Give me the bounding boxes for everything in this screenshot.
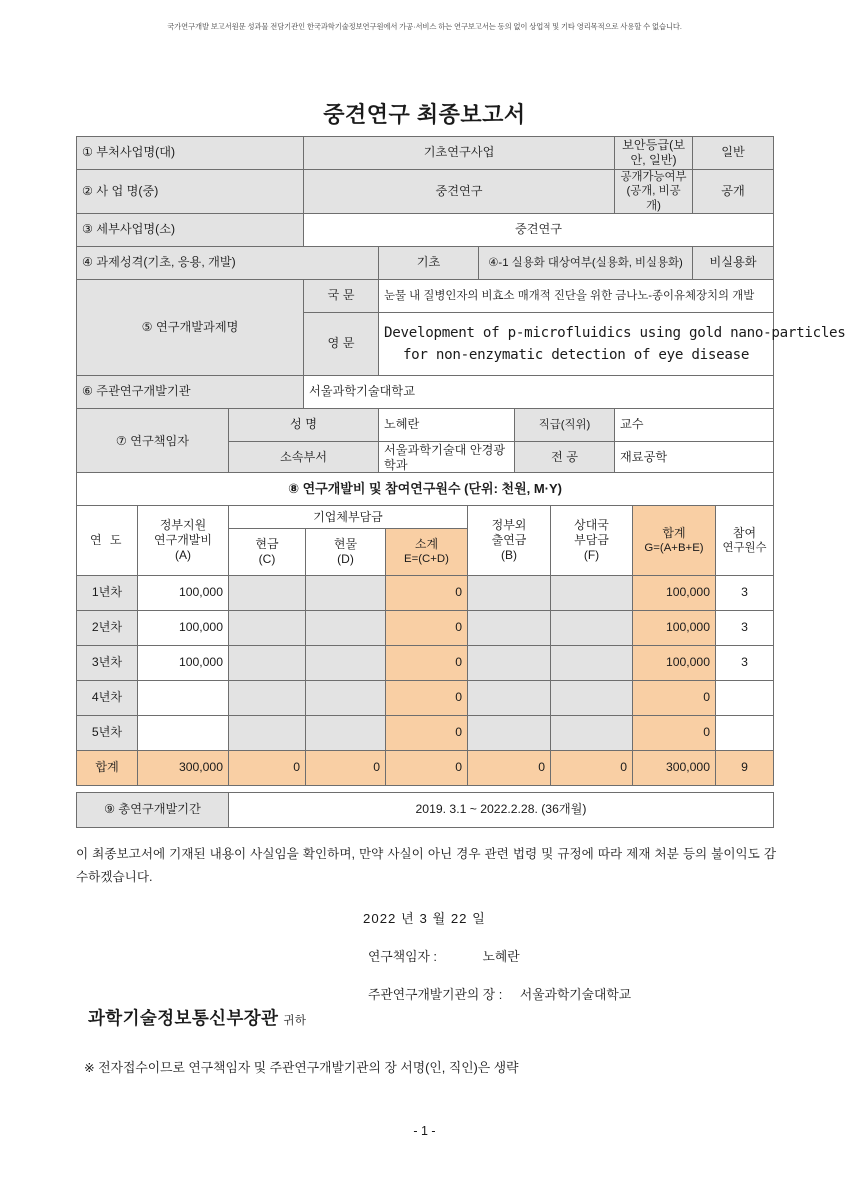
table-row	[77, 213, 774, 246]
cell-subtotal: 0	[386, 576, 468, 611]
sum-row-label: 합계	[77, 751, 138, 786]
subtotal-line1: 소계	[414, 537, 439, 552]
table-row	[77, 408, 774, 441]
cell-subtotal: 0	[386, 646, 468, 681]
table-row	[77, 793, 774, 828]
cell-nongov	[468, 716, 551, 751]
disclosure-label: 공개가능여부(공개, 비공개)	[615, 170, 693, 214]
inkind-line2: (D)	[337, 552, 354, 566]
pi-section-label: ⑦ 연구책임자	[77, 408, 229, 474]
korean-title-value: 눈물 내 질병인자의 비효소 매개적 진단을 위한 금나노-종이유체장치의 개발	[379, 279, 774, 312]
korean-title-label: 국 문	[304, 279, 379, 312]
cell-inkind	[306, 611, 386, 646]
cell-nongov	[468, 681, 551, 716]
table-row	[77, 681, 774, 716]
cell-staff	[716, 716, 774, 751]
sum-inkind: 0	[306, 751, 386, 786]
cell-cash	[229, 681, 306, 716]
cell-gov-funding: 100,000	[138, 611, 229, 646]
signature-date: 2022 년 3 월 22 일	[363, 911, 486, 926]
minister-title: 과학기술정보통신부장관	[88, 1008, 279, 1028]
cell-total: 0	[633, 716, 716, 751]
col-header-staff	[716, 506, 774, 576]
project-period-table	[76, 792, 774, 828]
period-value: 2019. 3.1 ~ 2022.2.28. (36개월)	[229, 793, 774, 828]
pi-name-value: 노혜란	[379, 408, 515, 441]
col-header-total	[633, 506, 716, 576]
period-label: ⑨ 총연구개발기간	[77, 793, 229, 828]
signature-org-row	[368, 984, 631, 1003]
gov-funding-line1: 정부지원	[159, 518, 207, 532]
table-row	[77, 576, 774, 611]
pi-major-label: 전 공	[515, 441, 615, 474]
table-row	[77, 716, 774, 751]
ministry-program-label: ① 부처사업명(대)	[77, 137, 304, 170]
cash-line1: 현금	[255, 537, 279, 551]
cell-subtotal: 0	[386, 681, 468, 716]
honorific-label: 귀하	[283, 1015, 307, 1027]
sub-program-value: 중견연구	[304, 213, 774, 246]
cell-gov-funding: 100,000	[138, 646, 229, 681]
col-header-year: 연 도	[77, 506, 138, 576]
sum-partner: 0	[551, 751, 633, 786]
nongov-line3: (B)	[501, 548, 517, 562]
sub-program-label: ③ 세부사업명(소)	[77, 213, 304, 246]
disclosure-value: 공개	[693, 170, 774, 214]
col-header-gov-funding	[138, 506, 229, 576]
host-institution-label: ⑥ 주관연구개발기관	[77, 375, 304, 408]
table-row	[77, 137, 774, 170]
project-nature-value: 기초	[379, 246, 479, 279]
signature-pi-value: 노혜란	[482, 949, 520, 964]
partner-line2: 부담금	[574, 533, 609, 547]
signature-org-value: 서울과학기술대학교	[519, 987, 632, 1002]
cell-partner	[551, 716, 633, 751]
signature-org-label: 주관연구개발기관의 장 :	[368, 987, 503, 1002]
cell-partner	[551, 611, 633, 646]
table-row	[77, 646, 774, 681]
nongov-line2: 출연금	[491, 533, 527, 547]
cell-inkind	[306, 681, 386, 716]
cell-cash	[229, 646, 306, 681]
cell-staff: 3	[716, 611, 774, 646]
budget-table	[76, 472, 774, 786]
table-row	[77, 170, 774, 214]
project-nature-label: ④ 과제성격(기초, 응용, 개발)	[77, 246, 379, 279]
footnote-text: ※ 전자접수이므로 연구책임자 및 주관연구개발기관의 장 서명(인, 직인)은 생략	[84, 1060, 519, 1075]
staff-line2: 연구원수	[722, 541, 767, 554]
cell-gov-funding	[138, 681, 229, 716]
inkind-line1: 현물	[333, 537, 358, 551]
pi-dept-label: 소속부서	[229, 441, 379, 474]
cell-staff	[716, 681, 774, 716]
copyright-notice: 국가연구개발 보고서원문 성과물 전담기관인 한국과학기술정보연구원에서 가공·서비스 하는 연구보고서는 동의 없이 상업적 및 기타 영리목적으로 사용할 수 없습니다.	[167, 22, 682, 31]
signature-pi-label: 연구책임자 :	[368, 949, 437, 964]
subtotal-line2: E=(C+D)	[404, 553, 449, 566]
pi-name-label: 성 명	[229, 408, 379, 441]
cell-partner	[551, 576, 633, 611]
sum-gov-funding: 300,000	[138, 751, 229, 786]
sum-cash: 0	[229, 751, 306, 786]
sum-subtotal: 0	[386, 751, 468, 786]
signature-pi-row	[368, 946, 520, 965]
page-number: - 1 -	[413, 1124, 436, 1138]
table-row	[77, 473, 774, 506]
addressee-row	[88, 1005, 306, 1030]
project-info-table	[76, 136, 846, 475]
cell-inkind	[306, 576, 386, 611]
row-label-year: 4년차	[77, 681, 138, 716]
cell-total: 100,000	[633, 576, 716, 611]
cell-subtotal: 0	[386, 611, 468, 646]
pi-rank-value: 교수	[615, 408, 774, 441]
cell-staff: 3	[716, 576, 774, 611]
cell-total: 0	[633, 681, 716, 716]
cash-line2: (C)	[258, 552, 276, 566]
col-header-company-group: 기업체부담금	[229, 506, 468, 529]
cell-total: 100,000	[633, 611, 716, 646]
total-line1: 합계	[662, 525, 686, 540]
cell-cash	[229, 716, 306, 751]
nongov-line1: 정부외	[491, 518, 527, 532]
english-title-label: 영 문	[304, 312, 379, 375]
cell-cash	[229, 576, 306, 611]
gov-funding-line3: (A)	[175, 548, 191, 562]
sum-total: 300,000	[633, 751, 716, 786]
cell-gov-funding	[138, 716, 229, 751]
row-label-year: 2년차	[77, 611, 138, 646]
col-header-nongov	[468, 506, 551, 576]
ministry-program-value: 기초연구사업	[304, 137, 615, 170]
program-name-value: 중견연구	[304, 170, 615, 214]
cell-staff: 3	[716, 646, 774, 681]
cell-subtotal: 0	[386, 716, 468, 751]
pi-dept-value: 서울과학기술대 안경광학과	[379, 441, 515, 474]
declaration-text: 이 최종보고서에 기재된 내용이 사실임을 확인하며, 만약 사실이 아닌 경우 관련 법령 및 규정에 따라 제재 처분 등의 불이익도 감수하겠습니다.	[76, 847, 776, 885]
english-title-line1: Development of p-microfluidics using gold nano-particles	[384, 324, 846, 341]
table-row	[77, 506, 774, 529]
pi-rank-label: 직급(직위)	[515, 408, 615, 441]
table-row	[77, 611, 774, 646]
gov-funding-line2: 연구개발비	[154, 533, 212, 547]
sum-staff: 9	[716, 751, 774, 786]
security-grade-value: 일반	[693, 137, 774, 170]
partner-line1: 상대국	[574, 518, 609, 532]
cell-nongov	[468, 611, 551, 646]
program-name-label: ② 사 업 명(중)	[77, 170, 304, 214]
cell-gov-funding: 100,000	[138, 576, 229, 611]
security-grade-label: 보안등급(보안, 일반)	[615, 137, 693, 170]
cell-nongov	[468, 646, 551, 681]
table-row	[77, 375, 774, 408]
cell-total: 100,000	[633, 646, 716, 681]
table-row	[77, 279, 774, 312]
budget-caption: ⑧ 연구개발비 및 참여연구원수 (단위: 천원, M·Y)	[77, 473, 774, 506]
col-header-cash	[229, 529, 306, 576]
pi-major-value: 재료공학	[615, 441, 774, 474]
host-institution-value: 서울과학기술대학교	[304, 375, 774, 408]
table-row	[77, 246, 774, 279]
col-header-subtotal	[386, 529, 468, 576]
table-row-total	[77, 751, 774, 786]
page-title: 중견연구 최종보고서	[323, 102, 526, 127]
sum-nongov: 0	[468, 751, 551, 786]
col-header-inkind	[306, 529, 386, 576]
row-label-year: 3년차	[77, 646, 138, 681]
col-header-partner	[551, 506, 633, 576]
total-line2: G=(A+B+E)	[644, 541, 704, 554]
cell-partner	[551, 646, 633, 681]
cell-nongov	[468, 576, 551, 611]
commercialization-label: ④-1 실용화 대상여부(실용화, 비실용화)	[479, 246, 693, 279]
english-title-value	[379, 312, 846, 375]
row-label-year: 1년차	[77, 576, 138, 611]
english-title-line2: for non-enzymatic detection of eye disease	[402, 346, 750, 363]
cell-partner	[551, 681, 633, 716]
cell-inkind	[306, 716, 386, 751]
project-title-label: ⑤ 연구개발과제명	[77, 279, 304, 375]
cell-cash	[229, 611, 306, 646]
partner-line3: (F)	[583, 548, 600, 562]
cell-inkind	[306, 646, 386, 681]
commercialization-value: 비실용화	[693, 246, 774, 279]
staff-line1: 참여	[732, 525, 757, 540]
row-label-year: 5년차	[77, 716, 138, 751]
